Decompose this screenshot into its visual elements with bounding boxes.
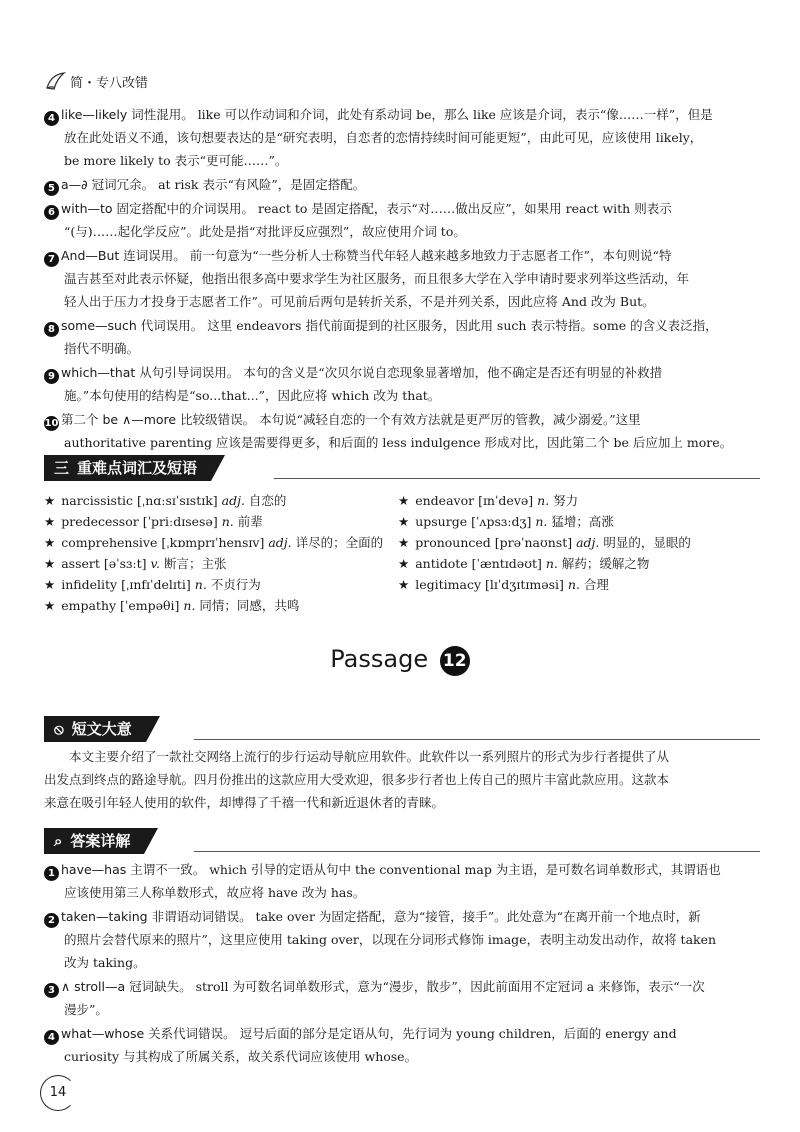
item-heading: And—But 连词误用。 <box>61 248 190 263</box>
vocab-phonetic: [prəˈnaʊnst] <box>494 535 577 550</box>
page-number: 14 <box>40 1075 76 1111</box>
item-heading: which—that 从句引导词误用。 <box>61 365 244 380</box>
star-icon: ★ <box>44 493 56 508</box>
vocab-phonetic: [ˈæntɪdəʊt] <box>471 556 546 571</box>
item-heading: with—to 固定搭配中的介词误用。 <box>61 201 259 216</box>
vocab-word: legitimacy <box>415 577 485 592</box>
vocab-word: pronounced <box>415 535 495 550</box>
vocab-entry <box>44 574 383 595</box>
star-icon: ★ <box>44 577 56 592</box>
summary-line: 本文主要介绍了一款社交网络上流行的步行运动导航应用软件。此软件以一系列照片的形式为步行者提供了从 <box>69 749 670 764</box>
page-header <box>44 70 148 92</box>
star-icon: ★ <box>398 577 410 592</box>
vocab-phonetic: [ˈʌpsɜːdʒ] <box>471 514 536 529</box>
item-text: take over 为固定搭配，意为“接管，接手”。此处意为“在离开前一个地点时，新 <box>255 909 701 924</box>
item-text: 温吉甚至对此表示怀疑，他指出很多高中要求学生为社区服务，而且很多大学在入学申请时要求列举这些活动，年 <box>64 271 690 286</box>
item-text: curiosity 与其构成了所属关系，故关系代词应该使用 whose。 <box>64 1049 418 1064</box>
magnifier-icon: ⌕ <box>54 832 63 850</box>
vocab-word: empathy <box>61 598 121 613</box>
note-item <box>44 103 760 172</box>
item-heading: what—whose 关系代词错误。 <box>61 1026 240 1041</box>
item-number-badge: 3 <box>44 983 59 998</box>
item-text: react to 是固定搭配，表示“对……做出反应”，如果用 react with 则表示 <box>258 201 672 216</box>
vocab-meaning: 断言；主张 <box>163 556 227 571</box>
note-item <box>44 244 760 313</box>
item-text: 放在此处语义不通，该句想要表达的是“研究表明，自恋者的恋情持续时间可能更短”，由此可见，应该使用 likely， <box>64 130 703 145</box>
vocab-phonetic: [ˈpriːdɪsesə] <box>142 514 222 529</box>
note-item <box>44 905 760 974</box>
passage-number-badge: 12 <box>440 646 470 676</box>
vocab-word: upsurge <box>415 514 472 529</box>
item-text: stroll 为可数名词单数形式，意为“漫步，散步”，因此前面用不定冠词 a 来修饰，表示“一次 <box>195 979 705 994</box>
vocab-phonetic: [ɪnˈdevə] <box>478 493 538 508</box>
item-number-badge: 8 <box>44 322 59 337</box>
item-text: 轻人出于压力才投身于志愿者工作”。可见前后两句是转折关系，不是并列关系，因此应将 And 改为 But。 <box>64 294 655 309</box>
item-text: which 引导的定语从句中 the conventional map 为主语，是可数名词单数形式，其谓语也 <box>209 862 721 877</box>
note-item <box>44 975 760 1021</box>
item-heading: like—likely 词性混用。 <box>61 107 198 122</box>
vocab-entry <box>398 511 691 532</box>
star-icon: ★ <box>44 556 56 571</box>
vocab-word: antidote <box>415 556 472 571</box>
vocab-entry <box>44 532 383 553</box>
vocab-part-of-speech: n. <box>194 577 211 592</box>
vocab-phonetic: [əˈsɜːt] <box>103 556 151 571</box>
item-text: like 可以作动词和介词，此处有系动词 be，那么 like 应该是介词，表示“像……一样”，但是 <box>197 107 713 122</box>
item-heading: 第二个 be ∧—more 比较级错误。 <box>61 412 260 427</box>
vocab-section-title: 重难点词汇及短语 <box>77 459 198 477</box>
summary-section-title: 短文大意 <box>71 720 132 738</box>
vocab-phonetic: [ˌɪnfɪˈdelɪti] <box>121 577 195 592</box>
item-number-badge: 4 <box>44 111 59 126</box>
vocab-part-of-speech: n. <box>567 577 584 592</box>
passage-label: Passage <box>330 645 429 673</box>
item-number-badge: 10 <box>44 418 59 429</box>
item-text: 本句说“减轻自恋的一个有效方法就是更严厉的管教，减少溺爱。”这里 <box>259 412 641 427</box>
book-title: 简・专八改错 <box>70 75 149 91</box>
item-text: 前一句意为“一些分析人士称赞当代年轻人越来越多地致力于志愿者工作”，本句则说“特 <box>189 248 672 263</box>
vocab-entry <box>44 595 383 616</box>
star-icon: ★ <box>398 514 410 529</box>
note-item <box>44 173 760 196</box>
item-text: 指代不明确。 <box>64 341 140 356</box>
link-icon: ⦸ <box>54 720 64 738</box>
answer-section-header <box>44 828 760 854</box>
note-item <box>44 858 760 904</box>
item-heading: have—has 主谓不一致。 <box>61 862 210 877</box>
item-text: 施。”本句使用的结构是“so...that...”，因此应将 which 改为 that。 <box>64 388 441 403</box>
vocab-part-of-speech: n. <box>537 493 554 508</box>
item-number-badge: 4 <box>44 1030 59 1045</box>
summary-paragraph <box>44 745 760 814</box>
item-text: be more likely to 表示“更可能……”。 <box>64 153 288 168</box>
note-item <box>44 197 760 243</box>
item-number-badge: 7 <box>44 252 59 267</box>
star-icon: ★ <box>44 598 56 613</box>
note-item <box>44 408 760 454</box>
vocab-part-of-speech: n. <box>221 514 238 529</box>
vocab-meaning: 明显的，显眼的 <box>603 535 691 550</box>
item-text: 漫步”。 <box>64 1002 108 1017</box>
vocab-entry <box>44 553 383 574</box>
vocab-entry <box>398 574 691 595</box>
vocab-word: comprehensive <box>61 535 162 550</box>
vocab-meaning: 详尽的；全面的 <box>295 535 384 550</box>
item-heading: taken—taking 非谓语动词错误。 <box>61 909 256 924</box>
vocab-section-header <box>44 455 760 481</box>
item-text: 改为 taking。 <box>64 955 146 970</box>
summary-line: 出发点到终点的路途导航。四月份推出的这款应用大受欢迎，很多步行者也上传自己的照片丰富此款应用。这款本 <box>44 772 670 787</box>
vocab-phonetic: [ˈempəθi] <box>120 598 184 613</box>
vocab-meaning: 不贞行为 <box>210 577 261 592</box>
note-item <box>44 361 760 407</box>
vocab-entry <box>44 490 383 511</box>
vocab-part-of-speech: n. <box>545 556 562 571</box>
item-text: authoritative parenting 应该是需要得更多，和后面的 less indulgence 形成对比，因此第二个 be 后应加上 more。 <box>64 435 733 450</box>
vocab-meaning: 解药；缓解之物 <box>561 556 650 571</box>
summary-section-header <box>44 716 760 742</box>
star-icon: ★ <box>44 535 56 550</box>
vocab-part-of-speech: n. <box>535 514 552 529</box>
vocab-entry <box>44 511 383 532</box>
vocab-word: endeavor <box>415 493 479 508</box>
vocab-part-of-speech: adj. <box>268 535 296 550</box>
item-text: 的照片会替代原来的照片”，这里应使用 taking over，以现在分词形式修饰 image，表明主动发出动作，故将 taken <box>64 932 717 947</box>
vocab-meaning: 自恋的 <box>248 493 287 508</box>
vocab-entry <box>398 490 691 511</box>
item-text: at risk 表示“有风险”，是固定搭配。 <box>158 177 366 192</box>
vocab-word: assert <box>61 556 104 571</box>
list-icon: 三 <box>54 459 70 477</box>
item-heading: some—such 代词误用。 <box>61 318 208 333</box>
vocab-meaning: 努力 <box>553 493 579 508</box>
book-logo-icon <box>44 70 66 92</box>
star-icon: ★ <box>398 556 410 571</box>
item-heading: ∧ stroll—a 冠词缺失。 <box>61 979 196 994</box>
vocab-part-of-speech: n. <box>183 598 200 613</box>
star-icon: ★ <box>398 535 410 550</box>
vocab-phonetic: [lɪˈdʒɪtɪməsi] <box>484 577 568 592</box>
item-number-badge: 9 <box>44 369 59 384</box>
vocab-meaning: 同情；同感，共鸣 <box>199 598 300 613</box>
summary-line: 来意在吸引年轻人使用的软件，却博得了千禧一代和新近退休者的青睐。 <box>44 795 445 810</box>
vocab-part-of-speech: adj. <box>221 493 249 508</box>
star-icon: ★ <box>44 514 56 529</box>
passage-title <box>0 645 800 676</box>
item-heading: a—∂ 冠词冗余。 <box>61 177 159 192</box>
vocab-part-of-speech: adj. <box>576 535 604 550</box>
item-text: 这里 endeavors 指代前面提到的社区服务，因此用 such 表示特指。some 的含义表泛指， <box>207 318 718 333</box>
note-item <box>44 1022 760 1068</box>
vocab-part-of-speech: v. <box>150 556 164 571</box>
item-number-badge: 5 <box>44 181 59 196</box>
item-text: 应该使用第三人称单数形式，故应将 have 改为 has。 <box>64 885 366 900</box>
note-item <box>44 314 760 360</box>
vocab-entry <box>398 532 691 553</box>
vocab-word: predecessor <box>61 514 143 529</box>
vocab-word: narcissistic <box>61 493 137 508</box>
vocab-phonetic: [ˌnɑːsɪˈsɪstɪk] <box>136 493 222 508</box>
vocab-entry <box>398 553 691 574</box>
item-text: 逗号后面的部分是定语从句，先行词为 young children，后面的 energy and <box>239 1026 677 1041</box>
item-number-badge: 1 <box>44 866 59 881</box>
vocab-phonetic: [ˌkɒmprɪˈhensɪv] <box>161 535 269 550</box>
vocab-meaning: 合理 <box>583 577 609 592</box>
answer-section-title: 答案详解 <box>70 832 131 850</box>
item-number-badge: 6 <box>44 205 59 220</box>
item-text: “(与)……起化学反应”。此处是指“对批评反应强烈”，故应使用介词 to。 <box>64 224 466 239</box>
item-number-badge: 2 <box>44 913 59 928</box>
item-text: 本句的含义是“次贝尔说自恋现象显著增加，他不确定是否还有明显的补救措 <box>243 365 663 380</box>
star-icon: ★ <box>398 493 410 508</box>
vocab-meaning: 前辈 <box>237 514 263 529</box>
vocab-meaning: 猛增；高涨 <box>551 514 614 529</box>
vocab-word: infidelity <box>61 577 122 592</box>
